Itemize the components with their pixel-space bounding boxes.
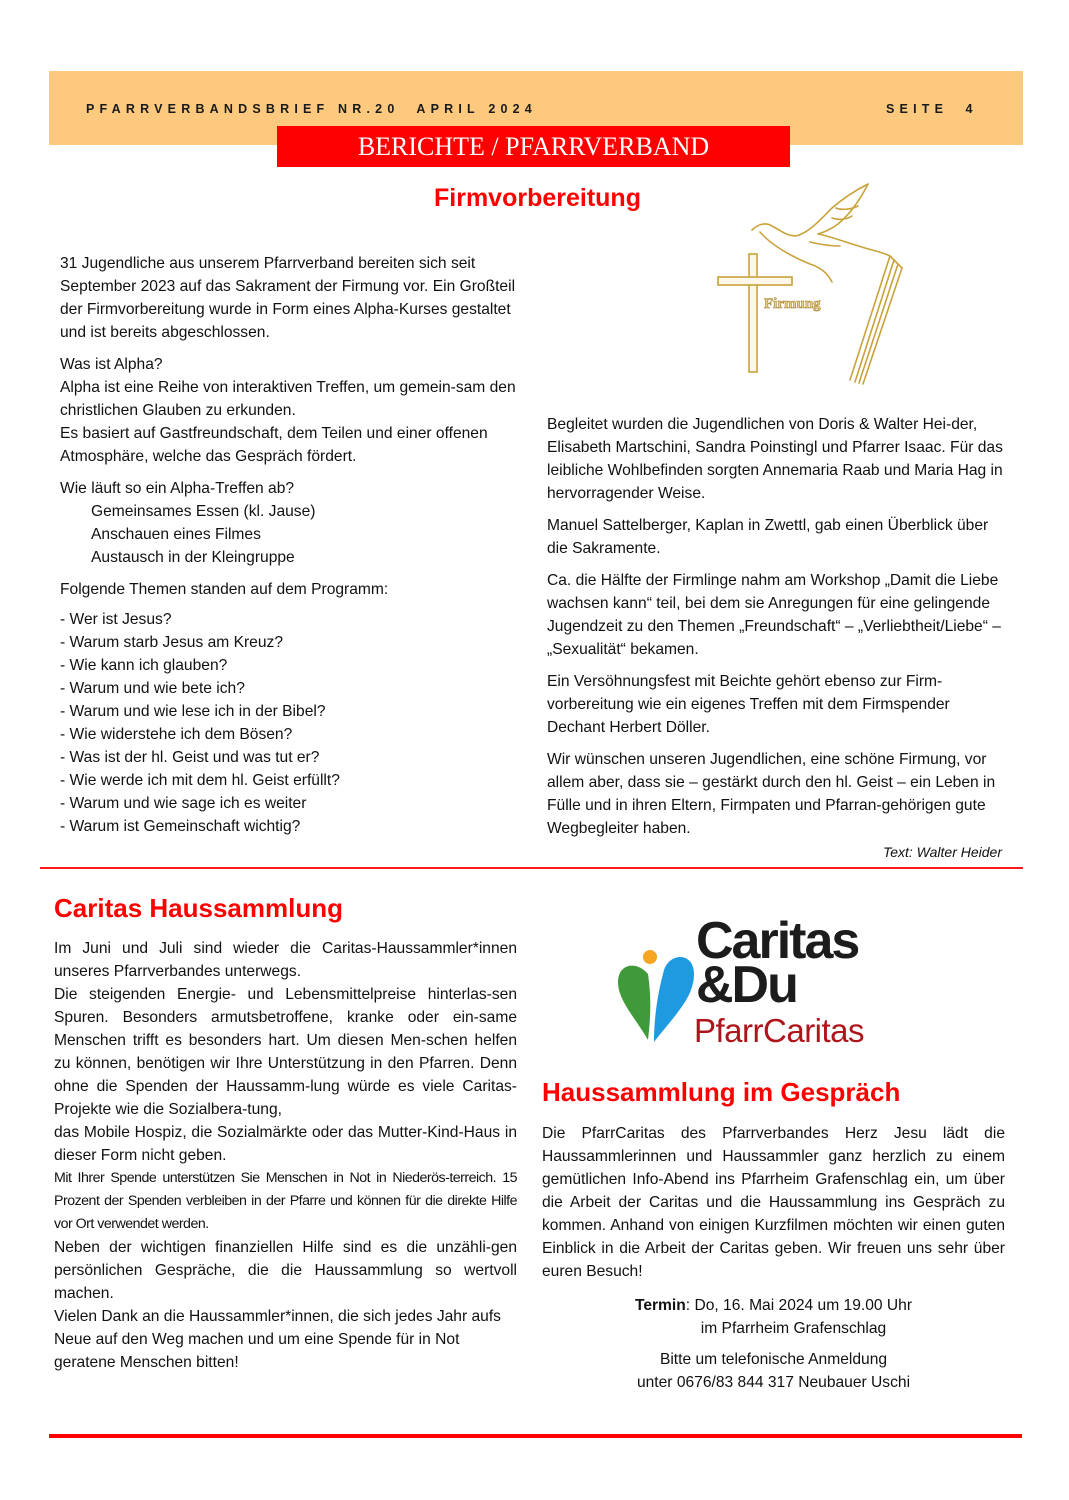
themen-list	[60, 608, 520, 838]
firmung-logo	[700, 180, 910, 385]
firmung-paragraph: Ein Versöhnungsfest mit Beichte gehört ebenso zur Firm-vorbereitung wie ein eigenes Treffen mit dem Firmspender Dechant Herbert Döller.	[547, 673, 950, 736]
firmung-paragraph: Ca. die Hälfte der Firmlinge nahm am Workshop „Damit die Liebe wachsen kann“ teil, bei dem sie Anregungen für eine gelingende Jugendzeit zu den Themen „Freundschaft“ – „Verliebtheit/Liebe“ – „Sexualität“ bekamen.	[547, 572, 1001, 658]
themen-item: - Warum und wie bete ich?	[60, 680, 245, 697]
gespraech-paragraph: Die PfarrCaritas des Pfarrverbandes Herz Jesu lädt die Haussammlerinnen und Haussammler ganz herzlich zu einem gemütlichen Info-Abend ins Pfarrheim Grafenschlag ein, um über die Arbeit der Caritas und die Haussammlung ins Gespräch zu kommen. Anhand von einigen Kurzfilmen möchten wir einen guten Einblick in die Arbeit der Caritas geben. Wir freuen uns sehr über euren Besuch!	[542, 1125, 1005, 1280]
alpha-question: Was ist Alpha?	[60, 356, 163, 373]
gespraech-article-body	[542, 1122, 1005, 1283]
themen-item: - Was ist der hl. Geist und was tut er?	[60, 749, 320, 766]
termin-value: : Do, 16. Mai 2024 um 19.00 Uhr	[685, 1297, 913, 1314]
article-title-haussammlung-im-gespraech: Haussammlung im Gespräch	[542, 1077, 901, 1107]
firmung-right-column	[547, 413, 1007, 861]
registration-contact: unter 0676/83 844 317 Neubauer Uschi	[636, 1374, 911, 1391]
logo-du-word: &Du	[696, 956, 797, 1014]
themen-item: - Wer ist Jesus?	[60, 611, 172, 628]
alpha-line-2: Es basiert auf Gastfreundschaft, dem Teilen und einer offenen Atmosphäre, welche das Gespräch fördert.	[60, 425, 488, 465]
dove-cross-icon	[700, 180, 910, 385]
logo-caritas-word: Caritas	[696, 912, 859, 970]
caritas-small-paragraph: Mit Ihrer Spende unterstützen Sie Menschen in Not in Niederös-terreich. 15 Prozent der Spenden verbleiben in der Pfarre und können für die direkte Hilfe vor Ort verwendet werden.	[54, 1170, 517, 1232]
treffen-step: Gemeinsames Essen (kl. Jause)	[91, 503, 316, 520]
themen-item: - Wie widerstehe ich dem Bösen?	[60, 726, 293, 743]
firmung-intro: 31 Jugendliche aus unserem Pfarrverband bereiten sich seit September 2023 auf das Sakrament der Firmung vor. Ein Großteil der Firmvorbereitung wurde in Form eines Alpha-Kurses gestaltet und ist bereits abgeschlossen.	[60, 255, 516, 341]
logo-pfarrcaritas-word: PfarrCaritas	[694, 1012, 865, 1049]
caritas-du-logo	[612, 912, 882, 1052]
newsletter-issue: PFARRVERBANDSBRIEF NR.20 APRIL 2024	[86, 102, 537, 116]
treffen-section	[60, 477, 520, 569]
firmung-left-column	[60, 252, 520, 838]
section-divider	[40, 867, 1023, 869]
section-banner: BERICHTE / PFARRVERBAND	[277, 126, 790, 167]
heart-people-icon	[612, 912, 702, 1052]
treffen-question: Wie läuft so ein Alpha-Treffen ab?	[60, 480, 295, 497]
alpha-section	[60, 353, 520, 468]
author-credit: Text: Walter Heider	[882, 844, 1002, 860]
caritas-paragraph: Die steigenden Energie- und Lebensmittelpreise hinterlas-sen Spuren. Besonders armutsbetroffene, kranke oder ein-same Menschen trifft es besonders hart. Um diesen Men-schen helfen zu können, benötigen wir Ihre Unterstützung in den Pfarren. Denn ohne die Spenden der Haussamm-lung würde es viele Caritas-Projekte wie die Sozialbera-tung,	[54, 986, 517, 1118]
event-place: im Pfarrheim Grafenschlag	[700, 1320, 887, 1337]
termin-label: Termin	[634, 1297, 686, 1314]
firmung-paragraph: Wir wünschen unseren Jugendlichen, eine schöne Firmung, vor allem aber, dass sie – gestärkt durch den hl. Geist – ein Leben in Fülle und in ihren Eltern, Firmpaten und Pfarran-gehörigen gute Wegbegleiter haben.	[547, 751, 996, 837]
themen-item: - Warum starb Jesus am Kreuz?	[60, 634, 283, 651]
caritas-paragraph: Vielen Dank an die Haussammler*innen, die sich jedes Jahr aufs Neue auf den Weg machen und um eine Spende für in Not geratene Menschen bitten!	[54, 1308, 501, 1371]
firmung-logo-text: Firmung	[764, 296, 821, 312]
themen-item: - Wie kann ich glauben?	[60, 657, 228, 674]
caritas-article-body	[54, 937, 517, 1374]
themen-intro: Folgende Themen standen auf dem Programm:	[60, 581, 389, 598]
firmung-paragraph: Begleitet wurden die Jugendlichen von Doris & Walter Hei-der, Elisabeth Martschini, Sandra Poinstingl und Pfarrer Isaac. Für das leibliche Wohlbefinden sorgten Annemaria Raab und Maria Hag in hervorragender Weise.	[547, 416, 1003, 502]
event-date-line	[542, 1294, 1005, 1317]
page-number: SEITE 4	[886, 102, 978, 116]
themen-item: - Warum und wie sage ich es weiter	[60, 795, 307, 812]
bottom-divider	[49, 1434, 1022, 1438]
registration-info	[542, 1348, 1005, 1394]
registration-line: Bitte um telefonische Anmeldung	[659, 1351, 888, 1368]
caritas-paragraph: Neben der wichtigen finanziellen Hilfe sind es die unzähli-gen persönlichen Gespräche, die die Haussammlung so wertvoll machen.	[54, 1239, 517, 1302]
event-details	[542, 1294, 1005, 1340]
caritas-paragraph: Im Juni und Juli sind wieder die Caritas-Haussammler*innen unseres Pfarrverbandes unterwegs.	[54, 940, 517, 980]
themen-item: - Wie werde ich mit dem hl. Geist erfüllt?	[60, 772, 340, 789]
themen-item: - Warum ist Gemeinschaft wichtig?	[60, 818, 301, 835]
treffen-step: Austausch in der Kleingruppe	[91, 549, 295, 566]
themen-item: - Warum und wie lese ich in der Bibel?	[60, 703, 326, 720]
alpha-line-1: Alpha ist eine Reihe von interaktiven Treffen, um gemein-sam den christlichen Glauben zu erkunden.	[60, 379, 516, 419]
title-text: Firmvorbereitung	[434, 184, 641, 212]
firmung-paragraph: Manuel Sattelberger, Kaplan in Zwettl, gab einen Überblick über die Sakramente.	[547, 517, 989, 557]
article-title-caritas-haussammlung: Caritas Haussammlung	[54, 893, 343, 923]
treffen-step: Anschauen eines Filmes	[91, 526, 261, 543]
caritas-paragraph: das Mobile Hospiz, die Sozialmärkte oder das Mutter-Kind-Haus in dieser Form nicht geben.	[54, 1124, 517, 1164]
